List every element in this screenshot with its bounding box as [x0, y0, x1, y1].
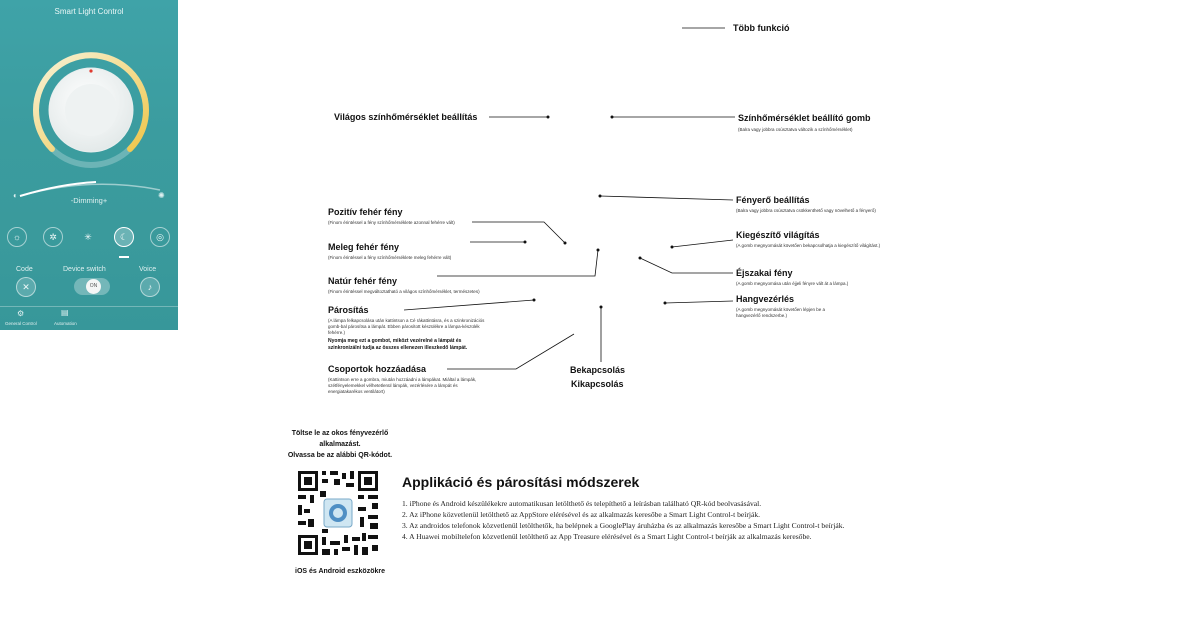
off-label: Kikapcsolás — [571, 379, 624, 389]
qr-footer: iOS és Android eszközökre — [295, 568, 385, 575]
on-label: Bekapcsolás — [570, 365, 626, 375]
nav-general-label[interactable]: General Control — [5, 321, 37, 326]
more-functions-label: Több funkció — [733, 23, 790, 33]
device-switch-label: Device switch — [63, 266, 106, 273]
dim-low-icon: ◐ — [13, 191, 18, 200]
dimming-label: -Dimming+ — [70, 196, 108, 205]
pairing-desc: (A lámpa felkapcsolása után kattintson a Cé rákattintásra, és a szinkronizációs gomb-bal párosítsa a lámpát. Ebben párosított készülékre a lámpa-készülék fehérre.) — [328, 318, 485, 335]
pairing-label: Párosítás — [328, 305, 369, 315]
method-line-4: 4. A Huawei mobiltelefon közvetlenül letölthető az App Treasure elérésével és a Smart Light Control-t beírják az alkalmazás keresőbe. — [402, 532, 812, 541]
automation-icon[interactable]: ▤ — [61, 308, 69, 317]
pairing-code-button[interactable]: ✕ — [16, 277, 36, 297]
night-light-label: Éjszakai fény — [736, 268, 793, 278]
natural-white-desc: (Finom érintéssel megváltoztatható a világos színhőmérséklet, természetes) — [328, 289, 480, 294]
methods-title: Applikáció és párosítási módszerek — [402, 474, 640, 490]
brightness-label: Fényerő beállítás — [736, 195, 810, 205]
night-light-desc: (A gomb megnyomása után éjjeli fényre vált át a lámpa.) — [736, 281, 849, 286]
qr-caption — [270, 428, 410, 461]
positive-white-desc: (Finom érintéssel a fény színhőmérséklete azonnal fehérre vált) — [328, 220, 455, 225]
nav-second-label[interactable]: Automation — [54, 321, 77, 326]
aux-light-desc: (A gomb megnyomását követően bekapcsolhatja a kiegészítő világítást.) — [736, 243, 881, 248]
add-group-desc: (Kattintson erre a gombra, miután hozzáadni a lámpákat. Miáltal a lámpák, szétfényelemekkel vélhetetlenül lámpák, vezérlésére a lámpát és energiatakarékos ventilátort) — [328, 377, 477, 394]
dim-high-icon: ✺ — [158, 191, 165, 200]
voice-button[interactable]: ♪ — [140, 277, 160, 297]
natural-white-button[interactable]: ✳ — [84, 232, 92, 242]
voice-control-label: Hangvezérlés — [736, 294, 795, 304]
night-light-button[interactable]: ☾ — [114, 227, 134, 247]
qr-caption-line-2: alkalmazást. — [319, 441, 361, 448]
qr-code[interactable] — [296, 469, 380, 557]
method-line-3: 3. Az androidos telefonok közvetlenül letölthetők, ha belépnek a GooglePlay áruházba és az alkalmazás keresőbe a Smart Light Control-t beírják. — [402, 521, 845, 530]
warm-white-button[interactable]: ☼ — [7, 227, 27, 247]
natural-white-label: Natúr fehér fény — [328, 276, 398, 286]
temp-knob-desc: (Balra vagy jobbra csúsztatva változik a színhőmérséklet) — [738, 127, 853, 132]
temp-knob-label: Színhőmérséklet beállító gomb — [738, 113, 871, 123]
app-title: Smart Light Control — [54, 7, 124, 16]
qr-caption-line-3: Olvassa be az alábbi QR-kódot. — [287, 452, 393, 459]
code-label: Code — [16, 266, 33, 273]
aux-light-button[interactable]: ◎ — [150, 227, 170, 247]
phone-screen: Smart Light Control + ◐ ✺ -Dimming+ ☼ ✲ ✳ ☾ ◎ Code Device switch Voice ✕ ON ♪ ⚙ General Control ▤ Automation — [0, 0, 178, 330]
general-control-icon[interactable]: ⚙ — [17, 309, 25, 318]
light-temp-label: Világos színhőmérséklet beállítás — [334, 112, 478, 122]
method-line-2: 2. Az iPhone közvetlenül letölthető az AppStore elérésével és az alkalmazás keresőbe a Smart Light Control-t beírják. — [402, 510, 761, 519]
method-line-1: 1. iPhone és Android készülékekre automatikusan letölthető és telepíthető a leírásban található QR-kód beolvasásával. — [402, 499, 762, 508]
add-group-label: Csoportok hozzáadása — [328, 364, 427, 374]
positive-white-label: Pozitív fehér fény — [328, 207, 403, 217]
qr-caption-line-1: Töltse le az okos fényvezérlő — [291, 430, 389, 437]
aux-light-label: Kiegészítő világítás — [736, 230, 820, 240]
positive-white-button[interactable]: ✲ — [43, 227, 63, 247]
brightness-desc: (Balra vagy jobbra csúsztatva csökkenthető vagy növelhető a fényerő) — [736, 208, 876, 213]
pairing-note: Nyomja meg ezt a gombot, miközt vezérelné a lámpát és szinkronizálni tudja az összes ellenezen illeszkedő lámpát. — [328, 338, 468, 351]
on-knob: ON — [86, 279, 101, 294]
voice-control-desc: (A gomb megnyomását követően lépjen be a hangvezérlő rendszerbe.) — [736, 307, 826, 318]
warm-white-desc: (Finom érintéssel a fény színhőmérséklete meleg fehérre vált) — [328, 255, 452, 260]
voice-label: Voice — [139, 266, 157, 273]
warm-white-label: Meleg fehér fény — [328, 242, 400, 252]
